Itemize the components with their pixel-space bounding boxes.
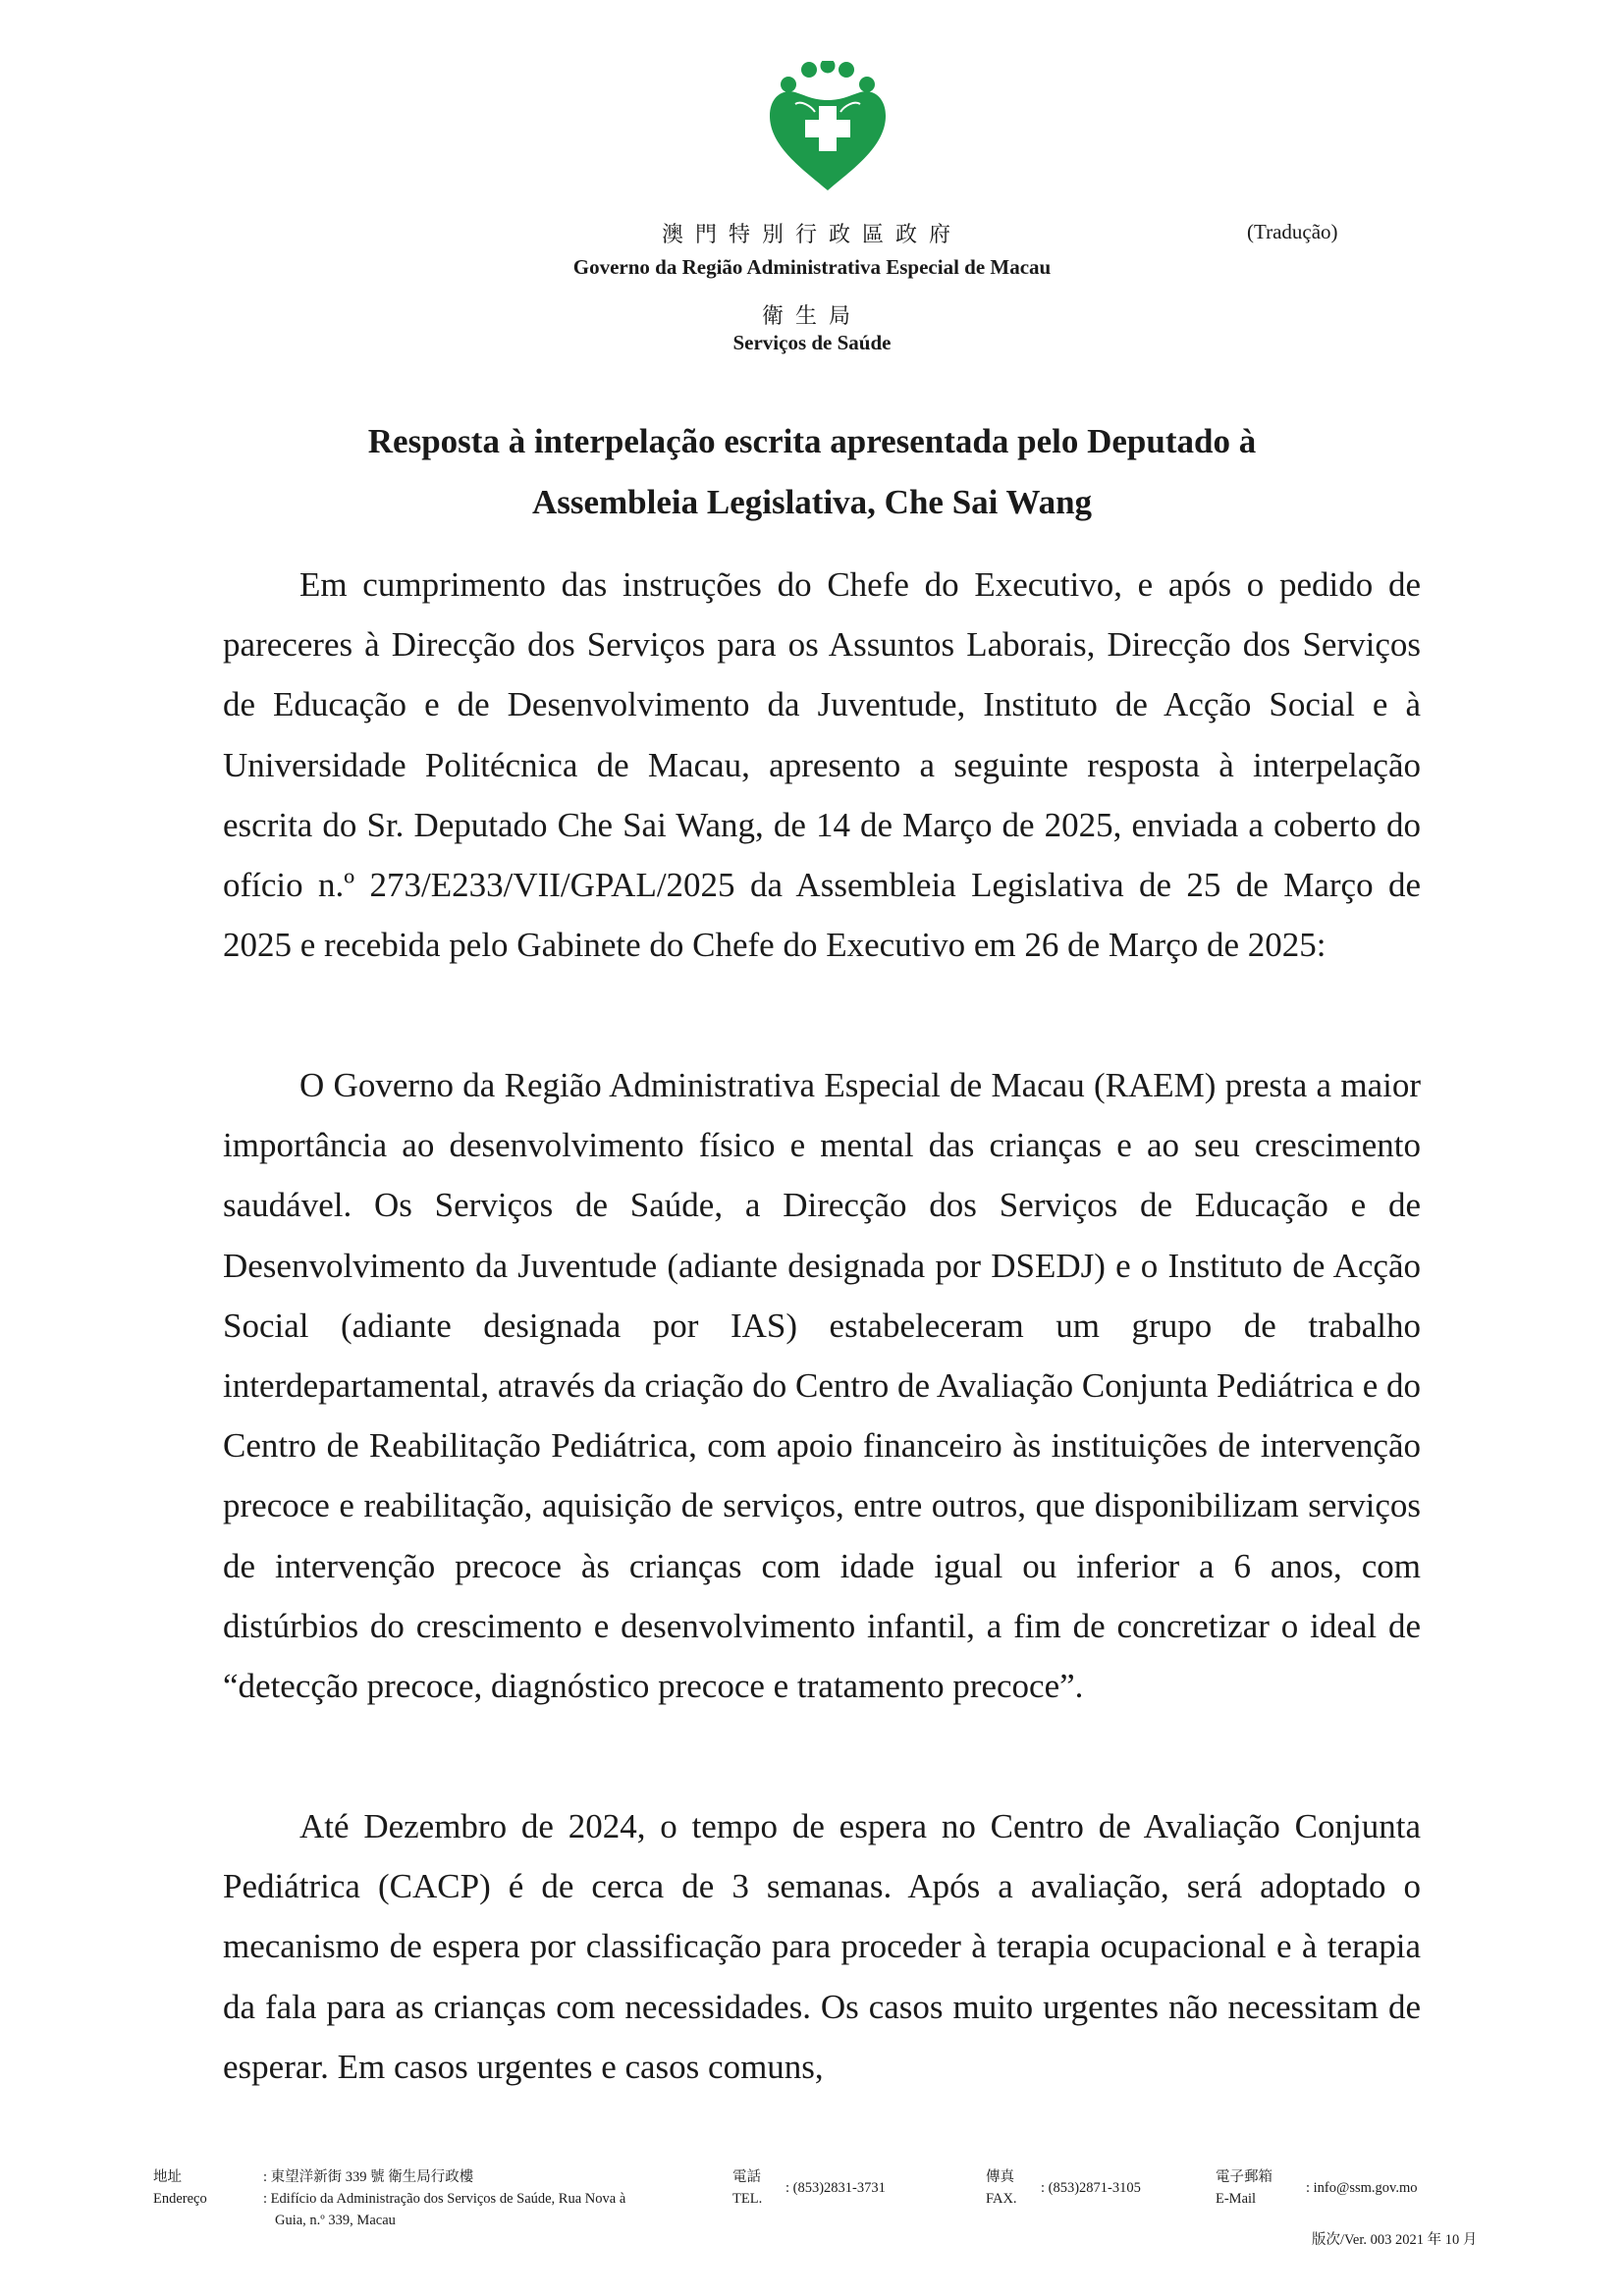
footer-tel-label-pt: TEL. (732, 2191, 763, 2207)
footer-address-pt-line-2: Guia, n.º 339, Macau (275, 2213, 396, 2228)
paragraph-3: Até Dezembro de 2024, o tempo de espera no Centro de Avaliação Conjunta Pediátrica (CACP) é de cerca de 3 semanas. Após a avaliação, será adoptado o mecanismo de espera por classificação para proceder à terapia ocupacional e à terapia da fala para as crianças com necessidades. Os casos muito urgentes não necessitam de esperar. Em casos urgentes e casos comuns, (223, 1807, 1421, 2086)
translation-note: (Tradução) (1247, 220, 1338, 243)
document-title-line-2: Assembleia Legislativa, Che Sai Wang (531, 483, 1093, 521)
footer-address-label-cn: 地址 (153, 2169, 182, 2185)
footer-email-label-pt: E-Mail (1216, 2191, 1257, 2207)
footer-fax-label-pt: FAX. (986, 2191, 1017, 2207)
footer-tel-label-cn: 電話 (732, 2169, 761, 2185)
department-name-portuguese: Serviços de Saúde (732, 331, 892, 354)
footer-email[interactable]: : info@ssm.gov.mo (1306, 2180, 1418, 2196)
paragraph-1: Em cumprimento das instruções do Chefe do Executivo, e após o pedido de pareceres à Direcção dos Serviços para os Assuntos Laborais, Direcção dos Serviços de Educação e de Desenvolvimento da Juventude, Instituto de Acção Social e à Universidade Politécnica de Macau, apresento a seguinte resposta à interpelação escrita do Sr. Deputado Che Sai Wang, de 14 de Março de 2025, enviada a coberto do ofício n.º 273/E233/VII/GPAL/2025 da Assembleia Legislativa de 25 de Março de 2025 e recebida pelo Gabinete do Chefe do Executivo em 26 de Março de 2025: (223, 565, 1421, 965)
footer-fax-label-cn: 傳真 (986, 2169, 1014, 2185)
footer-address-pt-line-1: : Edifício da Administração dos Serviços de Saúde, Rua Nova à (263, 2191, 626, 2207)
government-name-portuguese: Governo da Região Administrativa Especial de Macau (572, 255, 1052, 279)
paragraph-2: O Governo da Região Administrativa Especial de Macau (RAEM) presta a maior importância ao desenvolvimento físico e mental das crianças e ao seu crescimento saudável. Os Serviços de Saúde, a Direcção dos Serviços de Educação e de Desenvolvimento da Juventude (adiante designada por DSEDJ) e o Instituto de Acção Social (adiante designada por IAS) estabeleceram um grupo de trabalho interdepartamental, através da criação do Centro de Avaliação Conjunta Pediátrica e do Centro de Reabilitação Pediátrica, com apoio financeiro às instituições de intervenção precoce e reabilitação, aquisição de serviços, entre outros, que disponibilizam serviços de intervenção precoce às crianças com idade igual ou inferior a 6 anos, com distúrbios do crescimento e desenvolvimento infantil, a fim de concretizar o ideal de “detecção precoce, diagnóstico precoce e tratamento precoce”. (223, 1066, 1421, 1706)
footer-email-label-cn: 電子郵箱 (1216, 2169, 1272, 2185)
government-name-chinese: 澳門特別行政區政府 (661, 222, 962, 246)
footer-fax: : (853)2871-3105 (1041, 2180, 1141, 2196)
footer-version: 版次/Ver. 003 2021 年 10 月 (1312, 2232, 1478, 2248)
footer-address-cn: : 東望洋新街 339 號 衛生局行政樓 (263, 2169, 474, 2185)
footer-tel: : (853)2831-3731 (785, 2180, 886, 2196)
department-name-chinese: 衛生局 (761, 303, 862, 328)
health-bureau-logo-icon (766, 61, 890, 192)
footer-address-label-pt: Endereço (153, 2191, 207, 2207)
document-title-line-1: Resposta à interpelação escrita apresentada pelo Deputado à (367, 422, 1257, 460)
